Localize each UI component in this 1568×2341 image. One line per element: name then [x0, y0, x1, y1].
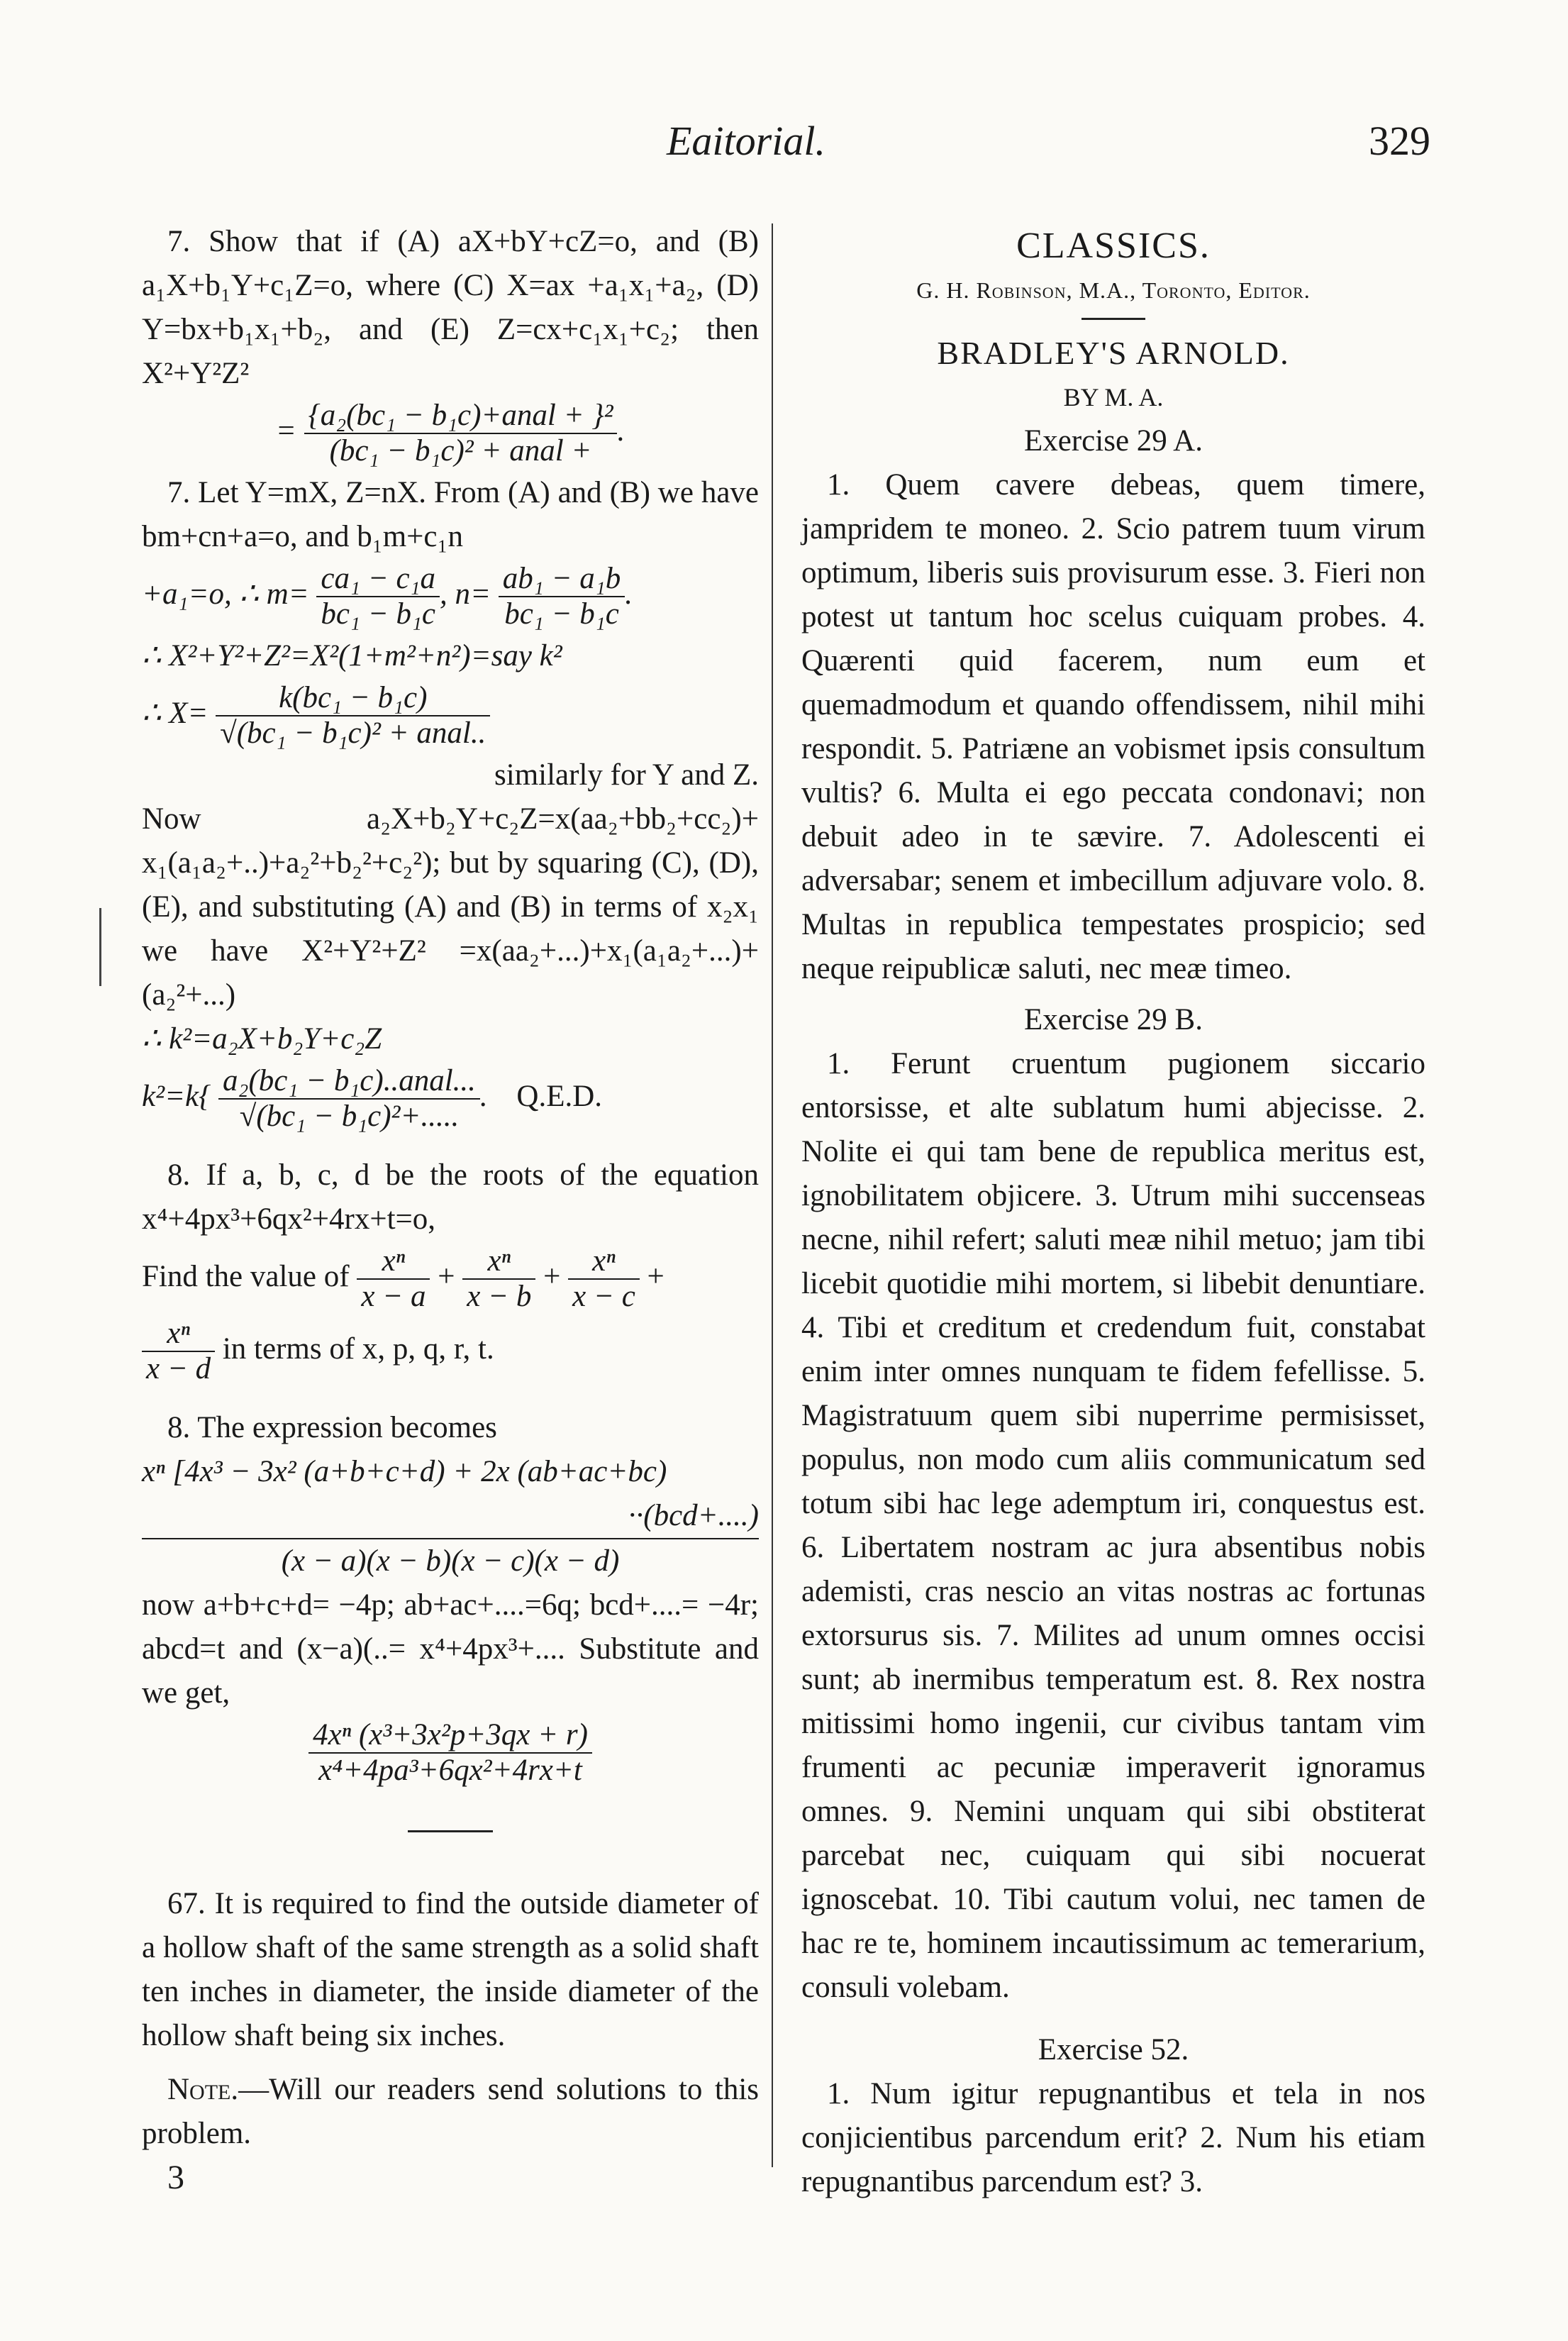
- n-fraction: [499, 562, 625, 631]
- problem-7-statement: 7. Show that if (A) aX+bY+cZ=o, and (B) a₁X+b₁Y+c₁Z=o, where (C) X=ax +a₁x₁+a₂, (D) Y=bx+b₁x₁+b₂, and (E) Z=cx+c₁x₁+c₂; then X²+Y²Z²: [142, 225, 759, 390]
- equation-3-denominator: √(bc₁ − b₁c)²+.....: [239, 1100, 460, 1133]
- problem-67: 67. It is required to find the outside diameter of a hollow shaft of the same strength as a solid shaft ten inches in diameter, the inside diameter of the hollow shaft being six inches.: [142, 1887, 759, 2052]
- equation-mn-middle: , n=: [440, 577, 491, 611]
- exercise-29a-title: Exercise 29 A.: [1024, 424, 1203, 458]
- equation-1-denominator: (bc₁ − b₁c)² + anal +: [329, 434, 592, 467]
- frac-a-num: xⁿ: [357, 1244, 430, 1280]
- equation-2-prefix: ∴ X=: [142, 696, 208, 730]
- section-heading: CLASSICS.: [1016, 226, 1211, 266]
- section-rule: [408, 1830, 493, 1832]
- equation-3-prefix: k²=k{: [142, 1079, 211, 1113]
- equation-mn-prefix: +a₁=o, ∴ m=: [142, 577, 309, 611]
- right-column: [801, 220, 1425, 2204]
- frac-c-num: xⁿ: [568, 1244, 640, 1280]
- equation-1: = $\frac{\text{\{a₂(bc₁ − b₁c)+anal + \}²}}{\text{(bc₁ − b₁c)² + anal +}}$ .: [275, 399, 625, 467]
- equation-5-numerator: 4xⁿ (x³+3x²p+3qx + r): [308, 1718, 592, 1754]
- exercise-52-text: 1. Num igitur repugnantibus et tela in nos conjicientibus parcendum erit? 2. Num his etiam repugnantibus parcendum est? 3.: [801, 2077, 1425, 2198]
- problem-8-statement: 8. If a, b, c, d be the roots of the equation x⁴+4px³+6qx²+4rx+t=o,: [142, 1158, 759, 1236]
- find-value-label: Find the value of: [142, 1259, 350, 1293]
- m-fraction: [316, 562, 440, 631]
- equation-4-line1: xⁿ [4x³ − 3x² (a+b+c+d) + 2x (ab+ac+bc): [142, 1455, 667, 1488]
- equation-4-denominator: (x − a)(x − b)(x − c)(x − d): [142, 1538, 759, 1583]
- frac-d-num: xⁿ: [142, 1317, 215, 1352]
- equation-5-fraction: [308, 1718, 592, 1788]
- frac-b-num: xⁿ: [462, 1244, 535, 1280]
- m-numerator: ca₁ − c₁a: [316, 562, 440, 597]
- exercise-29a-text: 1. Quem cavere debeas, quem timere, jampridem te moneo. 2. Scio patrem tuum virum optimum, liberis suis provisurum esse. 3. Fieri non potest ut tantum hoc scelus cuiquam probes. 4. Quærenti quid facerem, num eum et quemadmodum et quando offendissem, nihil mihi respondit. 5. Patriæne an vobismet ipsis consultum vultis? 6. Multa ei ego peccata condonavi; non debuit adeo in te sævire. 7. Adolescenti ei adversabar; senem et imbecillum adjuvare volo. 8. Multas in republica tempestates prospicio; sed neque reipublicæ saluti, nec meæ timeo.: [801, 468, 1425, 985]
- left-margin-mark: [99, 908, 101, 986]
- frac-d-den: x − d: [146, 1352, 211, 1385]
- problem-8-fraction-d: [142, 1317, 759, 1386]
- similarly-line: similarly for Y and Z.: [494, 758, 759, 792]
- equation-5: [142, 1718, 759, 1788]
- page-number: 329: [1369, 118, 1430, 164]
- sum-of-squares-line: ∴ X²+Y²+Z²=X²(1+m²+n²)=say k²: [142, 639, 562, 673]
- solution-8-intro: 8. The expression becomes: [167, 1411, 497, 1444]
- frac-a-den: x − a: [361, 1280, 426, 1313]
- equation-2: [142, 681, 759, 751]
- byline: BY M. A.: [1063, 383, 1164, 411]
- squaring-paragraph: Now a₂X+b₂Y+c₂Z=x(aa₂+bb₂+cc₂)+ x₁(a₁a₂+..)+a₂²+b₂²+c₂²); but by squaring (C), (D), (E), and substituting (A) and (B) in terms of x₂x₁ we have X²+Y²+Z² =x(aa₂+...)+x₁(a₁a₂+...)+(a₂²+...): [142, 802, 759, 1012]
- n-denominator: bc₁ − b₁c: [504, 597, 619, 631]
- equation-mn: +a₁=o, ∴ m= $\frac{\text{ca₁ − c₁a}}{\text{bc₁ − b₁c}}$ , n= $\frac{\text{ab₁ − a₁b}}{\text{bc₁ − b₁c}}$ .: [142, 562, 633, 631]
- frac-c-den: x − c: [572, 1280, 635, 1313]
- section-editor: G. H. Robinson, M.A., Toronto, Editor.: [916, 277, 1311, 303]
- running-header-title: Eaitorial.: [667, 118, 825, 164]
- equation-2-fraction: [216, 681, 490, 751]
- equation-4: [142, 1450, 759, 1583]
- solution-7-text: 7. Let Y=mX, Z=nX. From (A) and (B) we have bm+cn+a=o, and b₁m+c₁n: [142, 476, 759, 553]
- exercise-52-title: Exercise 52.: [1038, 2033, 1189, 2066]
- frac-b-den: x − b: [467, 1280, 532, 1313]
- equation-4-line2: ··(bcd+....): [628, 1499, 759, 1532]
- m-denominator: bc₁ − b₁c: [321, 597, 436, 631]
- equation-3-numerator: a₂(bc₁ − b₁c)..anal...: [218, 1064, 480, 1100]
- note: [142, 2068, 759, 2156]
- footer-signature-number: 3: [167, 2159, 184, 2196]
- note-label: Note.: [167, 2073, 239, 2106]
- qed-mark: Q.E.D.: [516, 1079, 603, 1113]
- n-numerator: ab₁ − a₁b: [499, 562, 625, 597]
- equation-5-denominator: x⁴+4pa³+6qx²+4rx+t: [318, 1754, 582, 1787]
- k-squared-line: ∴ k²=a₂X+b₂Y+c₂Z: [142, 1022, 382, 1056]
- left-column: [142, 220, 759, 2200]
- column-divider: [772, 223, 773, 2167]
- subheading: BRADLEY'S ARNOLD.: [937, 335, 1290, 371]
- problem-8-fractions: Find the value of $\frac{\text{xⁿ}}{x - a}$ + $\frac{\text{xⁿ}}{x - b}$ + $\frac{\text{xⁿ}}{x - c}$ +: [142, 1244, 665, 1313]
- editor-rule: [1082, 318, 1145, 320]
- equation-2-denominator: √(bc₁ − b₁c)² + anal..: [220, 716, 486, 750]
- note-text: —Will our readers send solutions to this problem.: [142, 2073, 759, 2150]
- solution-8-roots: now a+b+c+d= −4p; ab+ac+....=6q; bcd+....= −4r; abcd=t and (x−a)(..= x⁴+4px³+.... Substitute and we get,: [142, 1588, 759, 1710]
- equation-2-numerator: k(bc₁ − b₁c): [216, 681, 490, 716]
- exercise-29b-text: 1. Ferunt cruentum pugionem siccario entorsisse, et alte sublatum humi abjecisse. 2. Nolite ei qui tam bene de republica meritus est, ignobilitatem objicere. 3. Utrum mihi succenseas necne, nihil refert; saluti meæ nihil metuo; jam tibi licebit quotidie mihi mortem, si libebit denuntiare. 4. Tibi et creditum et credendum fuit, constabat enim inter omnes nunquam te fidem fefellisse. 5. Magistratuum quem sibi nuperrime permisisset, populus, non modo cum aliis communicatum sed totum sibi hac lege ademptum iri, conquestus est. 6. Libertatem nostram ac jura absentibus nobis ademisti, cras nescio an vitas nostras ac fortunas extorsurus sis. 7. Milites ad unum omnes occisi sunt; ab inermibus temperatum est. 8. Rex nostra mitissimi homo ingenii, cur civibus tantam vim frumenti ac pecuniæ imperaverit ignoramus omnes. 9. Nemini unquam qui sibi obstiterat parcebat nec, cuiquam qui sibi nocuerat ignoscebat. 10. Tibi cautum volui, nec tamen de hac re te, hominem incautissimum ac temerarium, consuli volebam.: [801, 1047, 1425, 2004]
- in-terms-label: in terms of x, p, q, r, t.: [222, 1332, 494, 1366]
- exercise-29b-title: Exercise 29 B.: [1024, 1003, 1203, 1036]
- equation-1-numerator: {a₂(bc₁ − b₁c)+anal + }²: [304, 399, 618, 434]
- equation-3-fraction: [218, 1064, 480, 1134]
- equation-1-fraction: [304, 399, 618, 468]
- equation-3: k²=k{ $\frac{\text{a₂(bc₁ − b₁c)..anal...}}{\text{√(bc₁ − b₁c)²+.....}}$ . Q.E.D.: [142, 1064, 603, 1133]
